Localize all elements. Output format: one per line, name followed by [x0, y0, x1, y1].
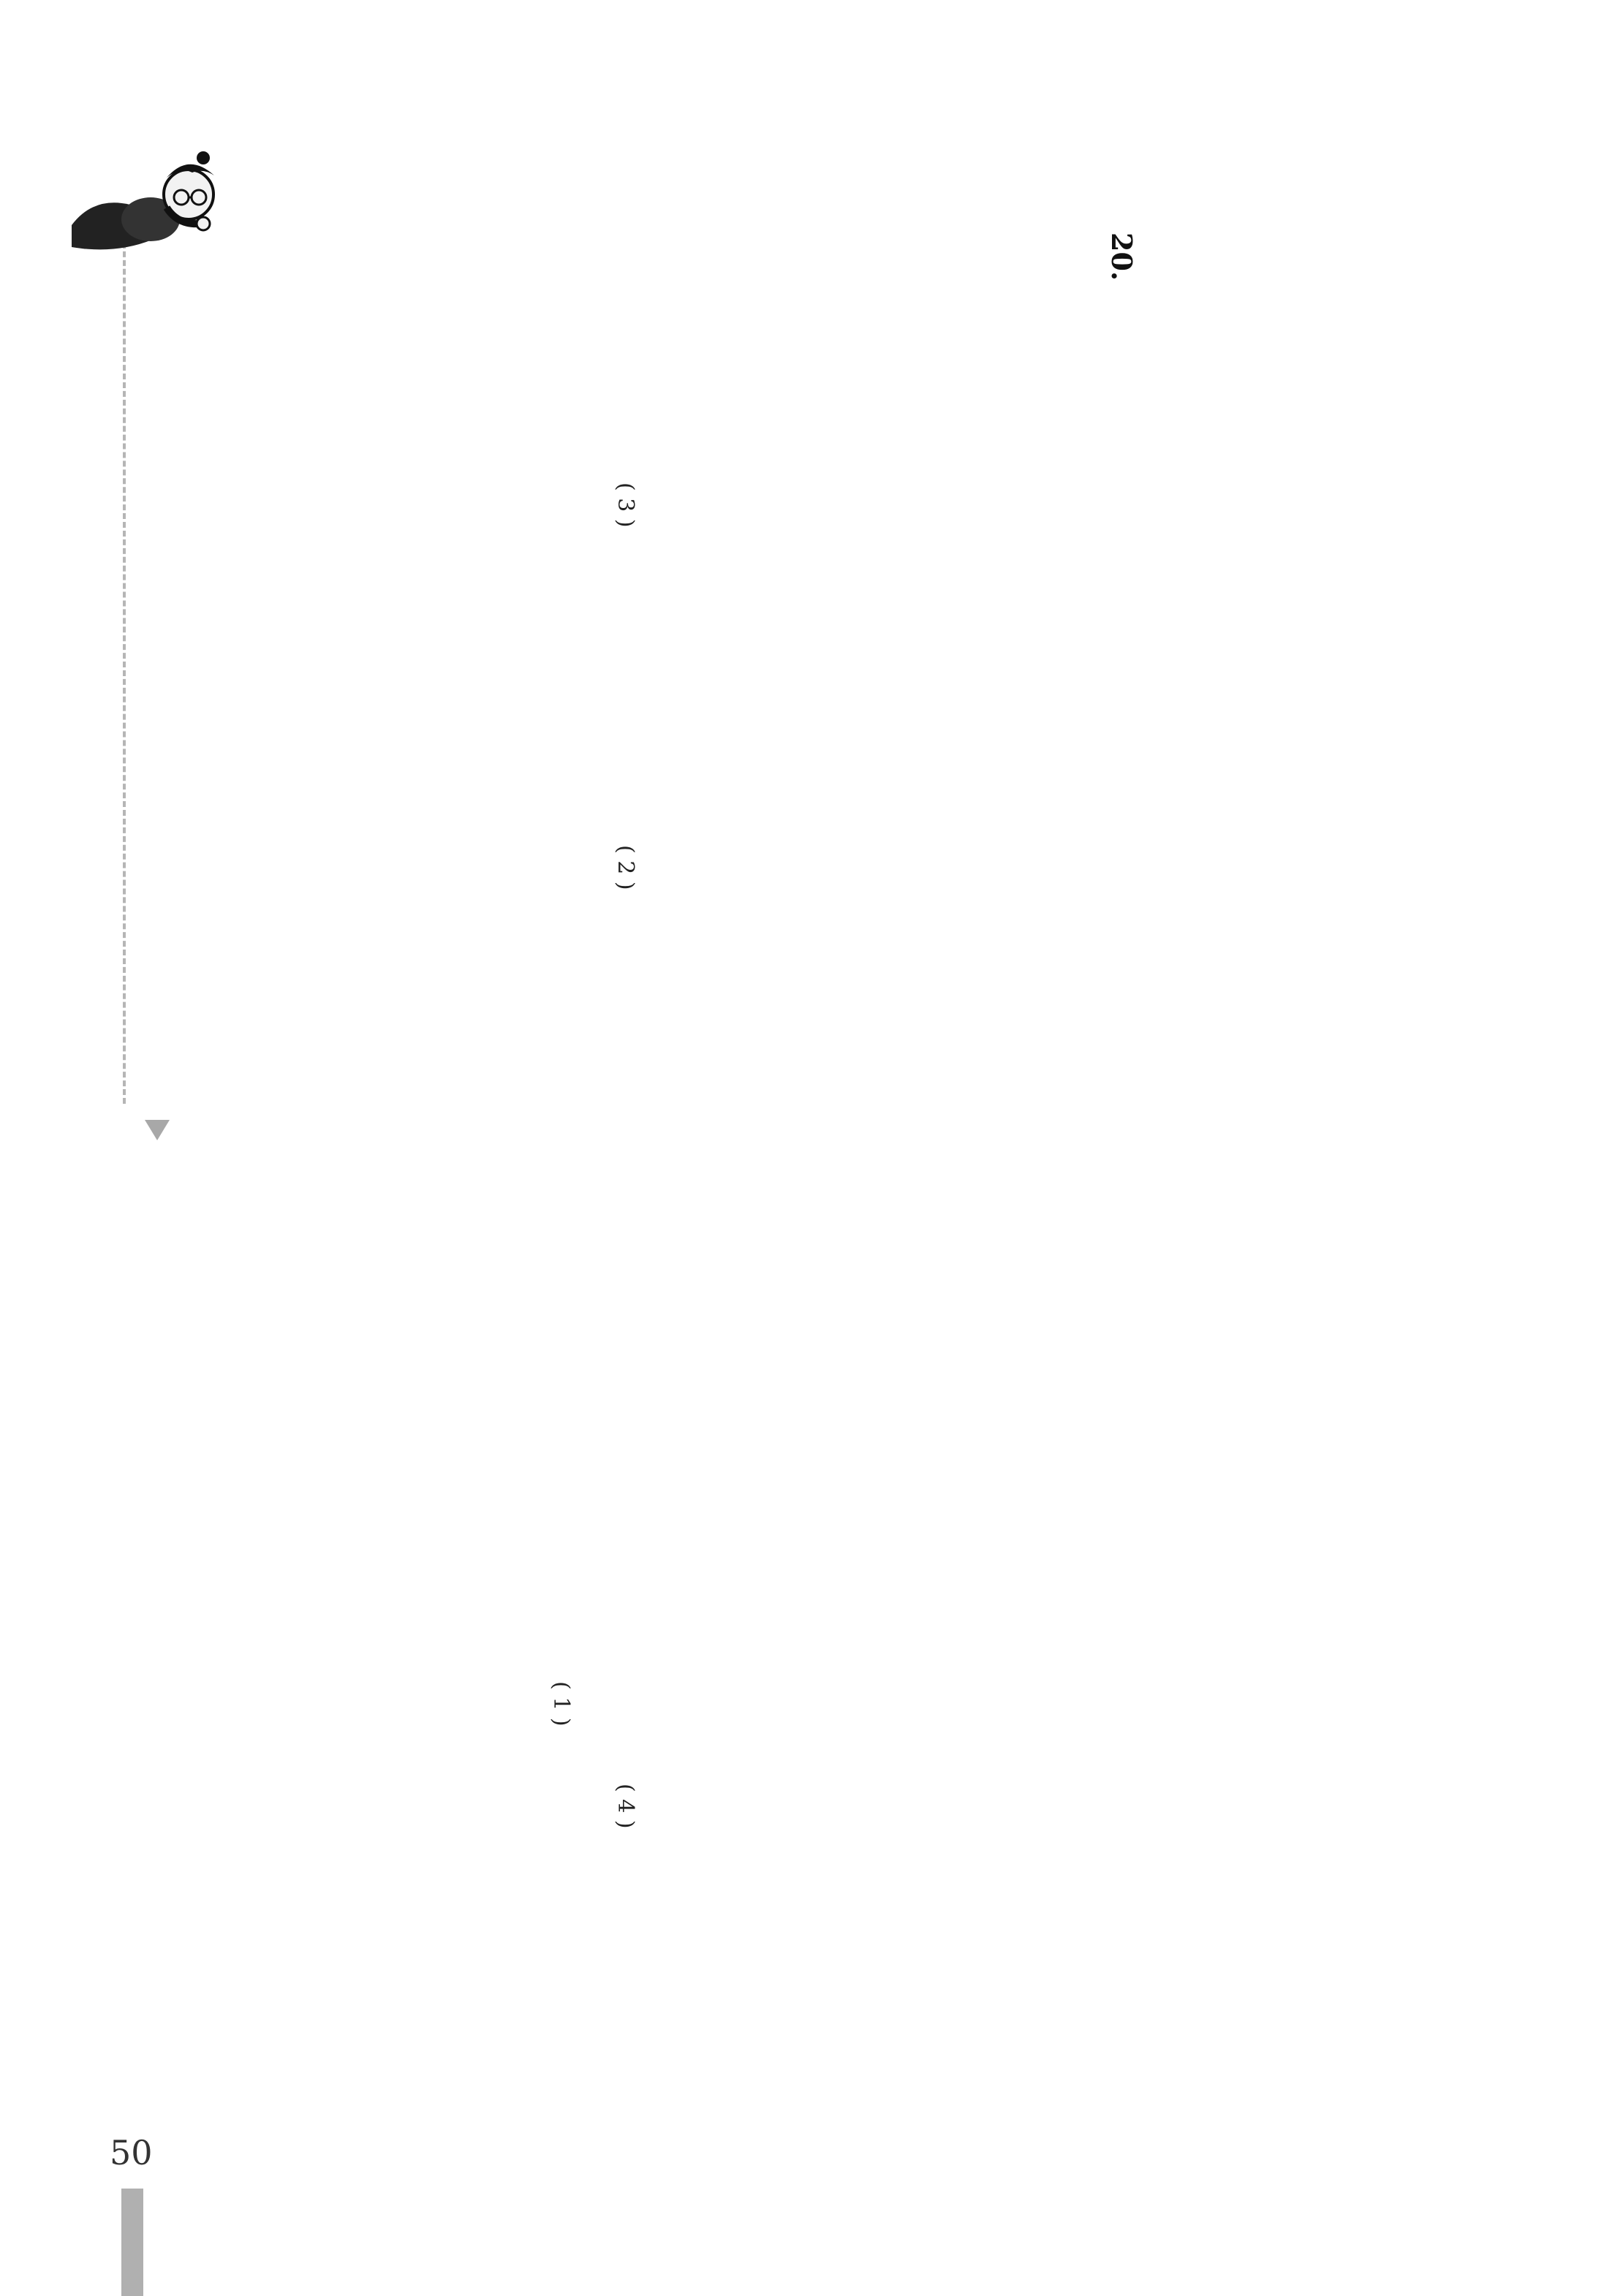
body-column — [499, 232, 542, 2023]
list-marker-4: ( 4 ) — [613, 1784, 638, 1829]
body-column — [756, 232, 800, 2023]
body-column — [370, 232, 414, 2023]
question-title-line — [1170, 232, 1214, 2023]
mascot-illustration — [64, 137, 225, 262]
body-column — [1013, 232, 1057, 2023]
question-title-line — [1105, 285, 1149, 2025]
body-column — [306, 232, 349, 2023]
header-arrow-icon — [145, 1120, 170, 1140]
running-head — [117, 241, 142, 1096]
list-marker-3: ( 3 ) — [613, 482, 638, 528]
body-column — [241, 232, 285, 2023]
body-column — [820, 232, 864, 2023]
page-edge-bar — [121, 2189, 143, 2296]
question-number: 20. — [1105, 232, 1138, 281]
body-column — [949, 232, 993, 2023]
body-column — [434, 232, 478, 2023]
body-column — [692, 232, 735, 2023]
list-marker-2: ( 2 ) — [613, 845, 638, 890]
page-number: 50 — [110, 2133, 153, 2172]
body-column — [563, 232, 607, 2023]
body-column — [885, 232, 928, 2023]
list-marker-1: ( 1 ) — [548, 1681, 574, 1727]
body-column — [1243, 232, 1287, 2023]
